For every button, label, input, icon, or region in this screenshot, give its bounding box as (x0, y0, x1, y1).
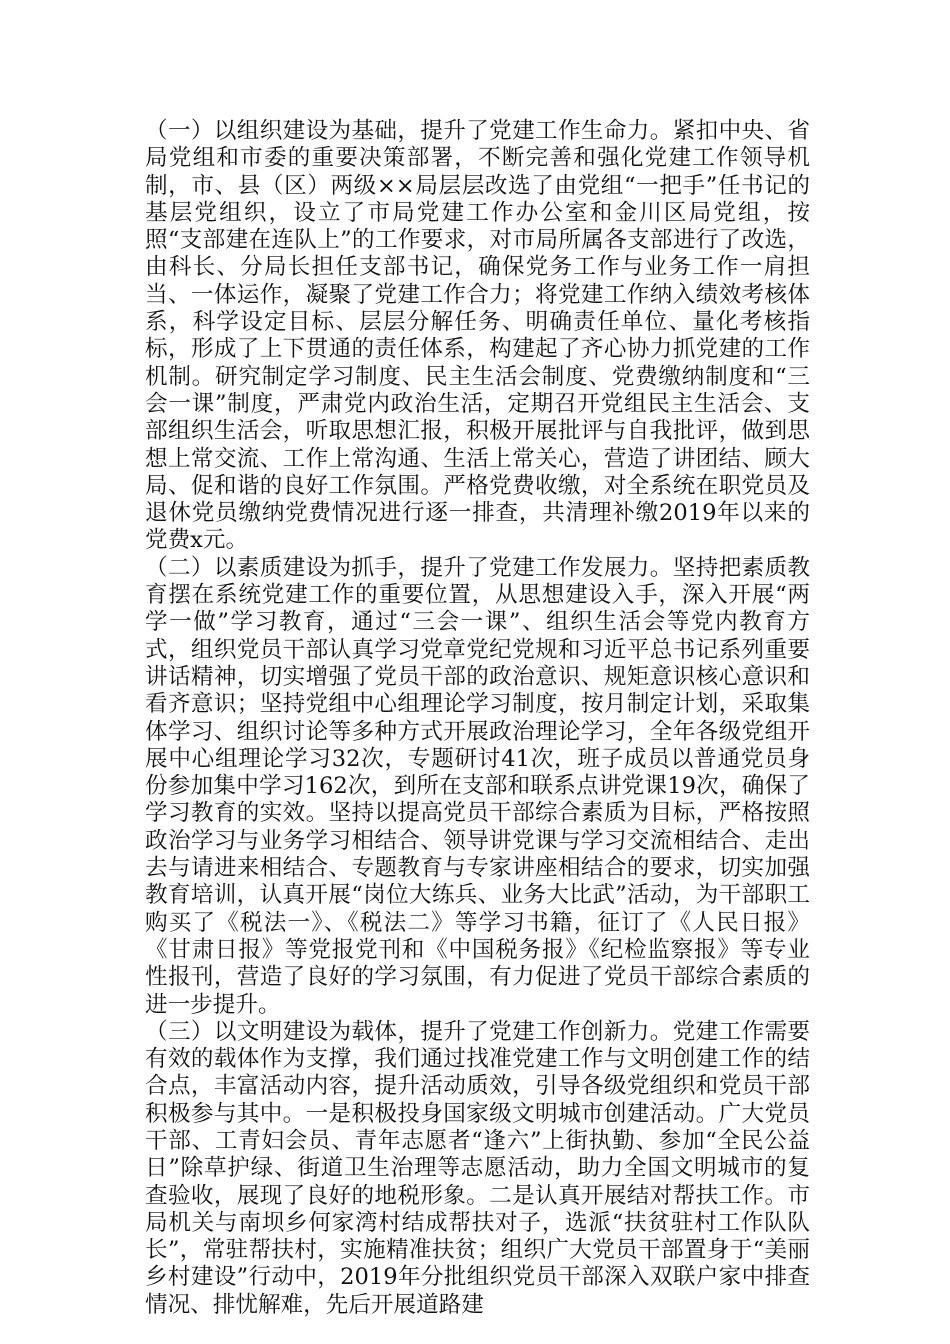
paragraph-organization-building: （一）以组织建设为基础，提升了党建工作生命力。紧扣中央、省局党组和市委的重要决策部署，不断完善和强化党建工作领导机制，市、县（区）两级××局层层改选了由党组“一把手”任书记的基层党组织，设立了市局党建工作办公室和金川区局党组，按照“支部建在连队上”的工作要求，对市局所属各支部进行了改选，由科长、分局长担任支部书记，确保党务工作与业务工作一肩担当、一体运作，凝聚了党建工作合力；将党建工作纳入绩效考核体系，科学设定目标、层层分解任务、明确责任单位、量化考核指标，形成了上下贯通的责任体系，构建起了齐心协力抓党建的工作机制。研究制定学习制度、民主生活会制度、党费缴纳制度和“三会一课”制度，严肃党内政治生活，定期召开党组民主生活会、支部组织生活会，听取思想汇报，积极开展批评与自我批评，做到思想上常交流、工作上常沟通、生活上常关心，营造了讲团结、顾大局、促和谐的良好工作氛围。严格党费收缴，对全系统在职党员及退休党员缴纳党费情况进行逐一排查，共清理补缴2019年以来的党费x元。 (145, 118, 810, 554)
paragraph-civilization-building: （三）以文明建设为载体，提升了党建工作创新力。党建工作需要有效的载体作为支撑，我们通过找准党建工作与文明创建工作的结合点，丰富活动内容，提升活动质效，引导各级党组织和党员干部积极参与其中。一是积极投身国家级文明城市创建活动。广大党员干部、工青妇会员、青年志愿者“逢六”上街执勤、参加“全民公益日”除草护绿、街道卫生治理等志愿活动，助力全国文明城市的复查验收，展现了良好的地税形象。二是认真开展结对帮扶工作。市局机关与南坝乡何家湾村结成帮扶对子，选派“扶贫驻村工作队队长”，常驻帮扶村，实施精准扶贫；组织广大党员干部置身于“美丽乡村建设”行动中，2019年分批组织党员干部深入双联户家中排查情况、排忧解难，先后开展道路建 (145, 1018, 810, 1318)
paragraph-quality-building: （二）以素质建设为抓手，提升了党建工作发展力。坚持把素质教育摆在系统党建工作的重要位置，从思想建设入手，深入开展“两学一做”学习教育，通过“三会一课”、组织生活会等党内教育方式，组织党员干部认真学习党章党纪党规和习近平总书记系列重要讲话精神，切实增强了党员干部的政治意识、规矩意识核心意识和看齐意识；坚持党组中心组理论学习制度，按月制定计划，采取集体学习、组织讨论等多种方式开展政治理论学习，全年各级党组开展中心组理论学习32次，专题研讨41次，班子成员以普通党员身份参加集中学习162次，到所在支部和联系点讲党课19次，确保了学习教育的实效。坚持以提高党员干部综合素质为目标，严格按照政治学习与业务学习相结合、领导讲党课与学习交流相结合、走出去与请进来相结合、专题教育与专家讲座相结合的要求，切实加强教育培训，认真开展“岗位大练兵、业务大比武”活动，为干部职工购买了《税法一》、《税法二》等学习书籍，征订了《人民日报》《甘肃日报》等党报党刊和《中国税务报》《纪检监察报》等专业性报刊，营造了良好的学习氛围，有力促进了党员干部综合素质的进一步提升。 (145, 554, 810, 1018)
document-body (145, 118, 810, 1319)
